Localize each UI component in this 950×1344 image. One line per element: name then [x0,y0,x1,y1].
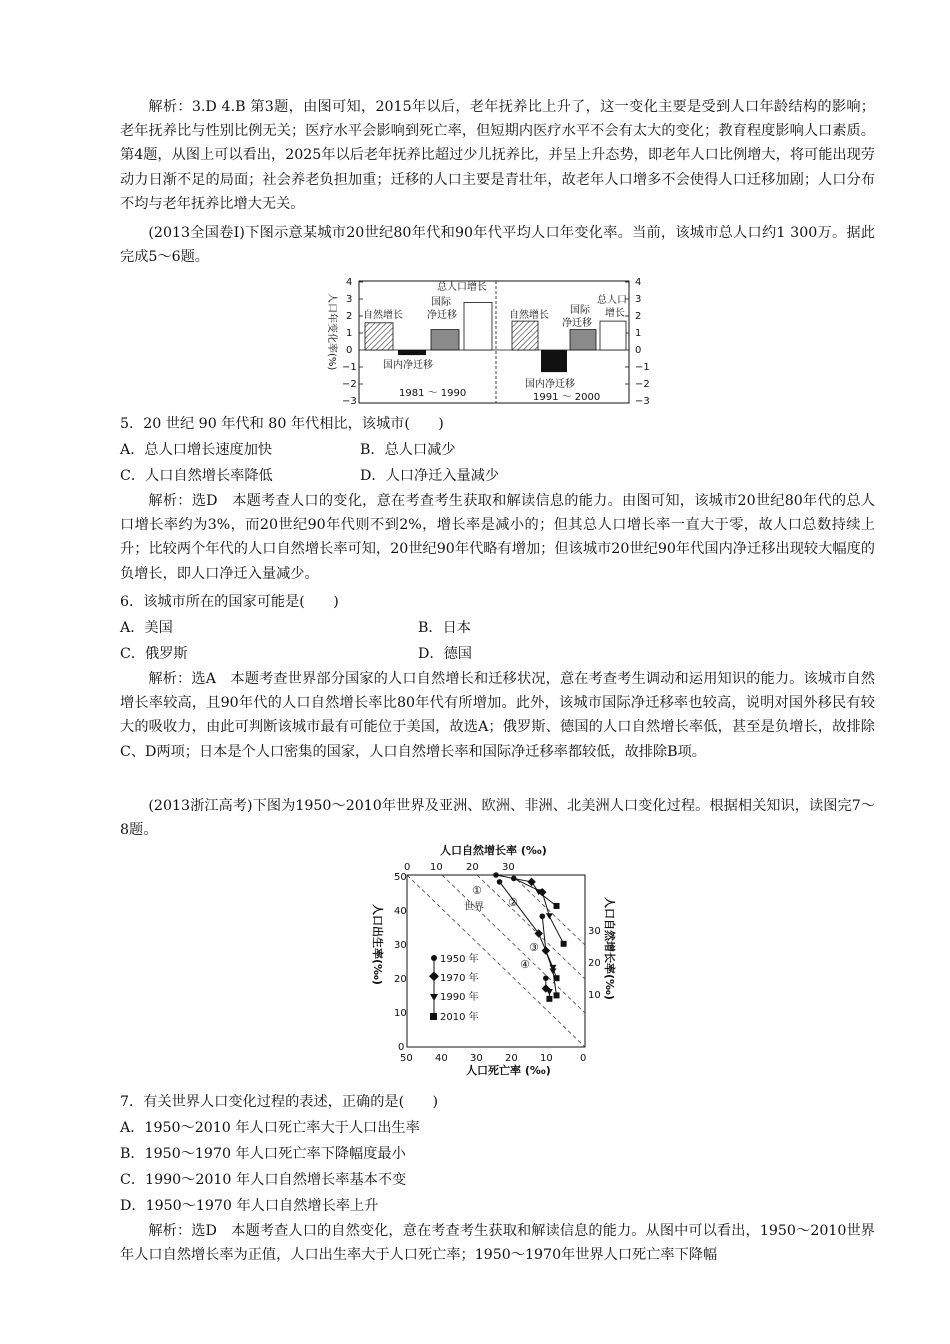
label-intl-2b: 净迁移 [562,318,592,329]
chart2-right-label: 人口自然增长率(‰) [603,897,616,1000]
left-tick: 30 [394,940,407,951]
chart1-left-ticks [342,277,357,407]
label-total-2b: 增长 [605,308,625,319]
chart2-top-ticks [404,862,515,873]
ytick: 0 [635,345,642,356]
analysis-q6: 解析：选A 本题考查世界部分国家的人口自然增长和迁移状况，意在考查考生调动和运用知识的能力。该城市自然增长率较高，且90年代的人口自然增长率比80年代有所增加。此外，该城市国际净迁移率也较高，说明对国外移民有较大的吸收力，由此可判断该城市最有可能位于美国，故选A；俄罗斯、德国的人口自然增长率低，甚至是负增长，故排除C、D两项；日本是个人口密集的国家，人口自然增长率和国际净迁移率都较低，故排除B项。 [120,671,875,760]
bar-natural-1990s [512,321,538,350]
label-domestic-1: 国内净迁移 [383,360,433,371]
legend-1970: 1970 年 [440,973,479,984]
trace-point-0-1 [527,878,535,886]
left-tick: 0 [398,1042,405,1053]
chart2-left-ticks [394,872,407,1053]
trace-point-2-3 [554,992,560,998]
trace-point-3-3 [546,996,552,1002]
ytick: 4 [635,277,642,288]
q6-option-a: A．美国 [120,620,173,636]
q7-stem: 7．有关世界人口变化过程的表述，正确的是( ) [120,1094,439,1110]
chart2-left-label: 人口出生率(‰) [371,904,384,985]
chart2-bottom-label: 人口死亡率 (‰) [466,1064,551,1077]
ytick: 3 [346,294,353,305]
bottom-tick: 30 [470,1053,483,1062]
region-label-1: ① [472,884,482,897]
trace-point-0-0 [493,872,499,878]
bottom-tick: 20 [505,1053,518,1062]
label-domestic-2: 国内净迁移 [525,379,575,390]
trace-point-3-0 [543,975,549,981]
bottom-tick: 50 [400,1053,413,1062]
q5-option-a: A．总人口增长速度加快 [120,442,273,458]
chart2-legend [429,952,479,1023]
analysis-q7: 解析：选D 本题考查人口的自然变化，意在考查考生获取和解读信息的能力。从图中可以看出，1950～2010世界年人口自然增长率为正值，人口出生率大于人口死亡率；1950～1970年世界人口死亡率下降幅 [120,1223,875,1264]
chart2-right-ticks [588,926,601,1001]
left-tick: 10 [394,1008,407,1019]
q5-option-c: C．人口自然增长率降低 [120,468,273,484]
bar-total-1980s [464,302,492,350]
trace-point-1-0 [511,876,517,882]
top-tick: 0 [404,862,411,873]
intro-q7-q8: (2013浙江高考)下图为1950～2010年世界及亚洲、欧洲、非洲、北美洲人口变化过程。根据相关知识，读图完7～8题。 [120,798,875,839]
region-label-3: ③ [529,941,539,954]
ytick: −2 [342,379,357,390]
label-intl-1b: 净迁移 [427,310,457,321]
bar-domestic-1980s [398,350,426,355]
right-tick: 10 [588,990,601,1001]
bar-international-1990s [570,330,596,350]
ytick: 2 [635,311,642,322]
label-period-1: 1981 ～ 1990 [399,388,467,399]
ytick: 0 [346,345,353,356]
top-tick: 10 [430,862,443,873]
population-change-bar-chart [315,275,665,410]
ytick: −2 [635,379,650,390]
bar-international-1980s [431,330,459,350]
legend-marker-1990 [430,994,438,1001]
trace-point-1-3 [561,941,567,947]
left-tick: 50 [394,872,407,883]
legend-marker-2010 [430,1013,437,1020]
q7-option-a: A．1950～2010 年人口死亡率大于人口出生率 [120,1120,420,1136]
legend-1990: 1990 年 [440,992,479,1003]
bottom-tick: 40 [435,1053,448,1062]
label-period-2: 1991 ～ 2000 [533,392,601,403]
bottom-tick: 0 [580,1053,587,1062]
trace-point-4-3 [554,975,560,981]
chart1-right-ticks [635,277,650,407]
label-natural-1: 自然增长 [363,310,403,321]
label-natural-2: 自然增长 [509,310,549,321]
ytick: −1 [635,362,650,373]
legend-1950: 1950 年 [440,954,479,965]
ytick: 1 [635,328,642,339]
region-label-4: ④ [520,958,530,971]
ytick: 3 [635,294,642,305]
ytick: 2 [346,311,353,322]
ytick: −3 [635,396,650,407]
ytick: −3 [342,396,357,407]
right-tick: 20 [588,958,601,969]
ytick: 1 [346,328,353,339]
q6-option-b: B．日本 [418,620,471,636]
chart1-ylabel: 人口年变化率(%) [326,293,337,371]
label-intl-2a: 国际 [570,305,590,316]
trace-point-1-2 [546,913,553,919]
left-tick: 40 [394,906,407,917]
bar-domestic-1990s [541,350,567,372]
trace-line-0 [496,875,557,906]
trace-point-4-1 [534,929,542,937]
legend-marker-1950 [431,955,437,961]
q5-stem: 5．20 世纪 90 年代和 80 年代相比，该城市( ) [120,416,444,432]
trace-point-2-0 [539,913,545,919]
chart2-top-title: 人口自然增长率 (‰) [440,844,547,857]
q5-option-b: B．总人口减少 [360,442,456,458]
q6-option-d: D．德国 [418,646,472,662]
legend-marker-1970 [429,971,439,981]
top-tick: 30 [502,862,515,873]
bar-natural-1980s [365,323,393,350]
analysis-q3-q4: 解析：3.D 4.B 第3题，由图可知，2015年以后，老年抚养比上升了，这一变化主要是受到人口年龄结构的影响；老年抚养比与性别比例无关；医疗水平会影响到死亡率，但短期内医疗水平不会有太大的变化；教育程度影响人口素质。第4题，从图上可以看出，2025年以后老年抚养比超过少儿抚养比，并呈上升态势，即老年人口比例增大，将可能出现劳动力日渐不足的局面；社会养老负担加重；迁移的人口主要是青壮年，故老年人口增多不会使得人口迁移加剧；人口分布不均与老年抚养比增大无关。 [120,99,875,212]
intro-q5-q6: (2013全国卷Ⅰ)下图示意某城市20世纪80年代和90年代平均人口年变化率。当前，该城市总人口约1 300万。据此完成5～6题。 [120,225,875,266]
q7-option-c: C．1990～2010 年人口自然增长率基本不变 [120,1172,407,1188]
q6-stem: 6．该城市所在的国家可能是( ) [120,594,339,610]
top-tick: 20 [466,862,479,873]
left-tick: 20 [394,974,407,985]
trace-point-0-3 [554,903,560,909]
analysis-q5: 解析：选D 本题考查人口的变化，意在考查考生获取和解读信息的能力。由图可知，该城市20世纪80年代的总人口增长率约为3%，而20世纪90年代则不到2%，增长率是减小的；但其总人口增长率一直大于零，故人口总数持续上升；比较两个年代的人口自然增长率可知，20世纪90年代略有增加；但该城市20世纪90年代国内净迁移出现较大幅度的负增长，即人口净迁入量减少。 [120,493,875,582]
label-total-1: 总人口增长 [437,282,487,293]
label-total-2a: 总人口 [597,295,627,306]
ytick: 4 [346,277,353,288]
q6-option-c: C．俄罗斯 [120,646,188,662]
region-label-2: ② [508,896,518,909]
legend-2010: 2010 年 [440,1012,479,1023]
q7-option-b: B．1950～1970 年人口死亡率下降幅度最小 [120,1146,406,1162]
ytick: −1 [342,362,357,373]
bar-total-1990s [600,321,626,350]
trace-point-4-0 [497,879,503,885]
trace-point-3-2 [546,989,553,995]
population-transition-chart [362,842,632,1062]
q5-option-d: D．人口净迁入量减少 [360,468,500,484]
label-intl-1a: 国际 [431,297,451,308]
q7-option-d: D．1950～1970 年人口自然增长率上升 [120,1198,379,1214]
right-tick: 30 [588,926,601,937]
world-label: 世界 [464,902,484,913]
bottom-tick: 10 [540,1053,553,1062]
trace-line-2 [542,916,556,995]
